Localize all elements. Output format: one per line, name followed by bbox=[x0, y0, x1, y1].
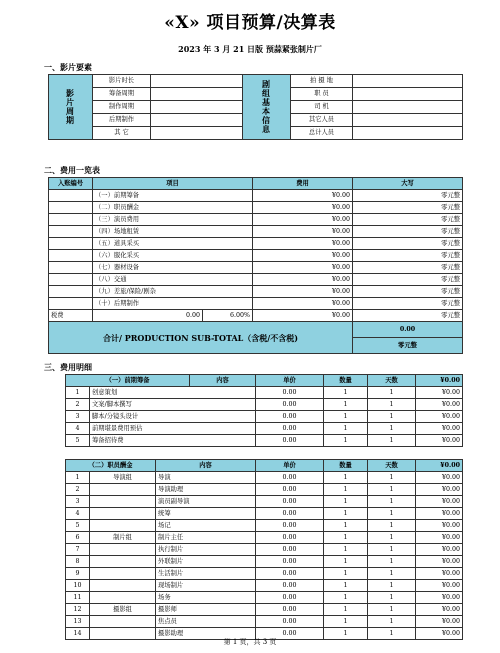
header-upper: 大写 bbox=[353, 178, 463, 190]
header-entry-no: 入账编号 bbox=[49, 178, 93, 190]
upper-cell: 零元整 bbox=[353, 202, 463, 214]
entry-no-cell bbox=[49, 202, 93, 214]
header-days: 天数 bbox=[368, 460, 416, 472]
item-cell: （六）服化采买 bbox=[93, 250, 253, 262]
qty-cell: 1 bbox=[324, 580, 368, 592]
upper-cell: 零元整 bbox=[353, 262, 463, 274]
crew-info-label-cell: 职 员 bbox=[291, 88, 353, 101]
group-cell bbox=[90, 568, 156, 580]
price-cell: 0.00 bbox=[256, 472, 324, 484]
table-row bbox=[66, 556, 463, 568]
row-number: 9 bbox=[66, 568, 90, 580]
price-cell: 0.00 bbox=[256, 520, 324, 532]
total-cell: ¥0.00 bbox=[416, 496, 463, 508]
item-cell: 脚本/分镜头设计 bbox=[90, 411, 256, 423]
row-number: 12 bbox=[66, 604, 90, 616]
upper-cell: 零元整 bbox=[353, 190, 463, 202]
price-cell: 0.00 bbox=[256, 532, 324, 544]
total-cell: ¥0.00 bbox=[416, 484, 463, 496]
entry-no-cell bbox=[49, 190, 93, 202]
upper-cell: 零元整 bbox=[353, 250, 463, 262]
entry-no-cell bbox=[49, 238, 93, 250]
table-row bbox=[66, 411, 463, 423]
days-cell: 1 bbox=[368, 423, 416, 435]
crew-info-value bbox=[353, 127, 463, 140]
row-number: 5 bbox=[66, 520, 90, 532]
group-cell bbox=[90, 592, 156, 604]
header-category: （一）前期筹备 bbox=[66, 375, 190, 387]
crew-info-label-cell: 司 机 bbox=[291, 101, 353, 114]
film-period-label: 影片周期 bbox=[49, 75, 93, 140]
price-cell: 0.00 bbox=[256, 568, 324, 580]
days-cell: 1 bbox=[368, 508, 416, 520]
table-row bbox=[49, 262, 463, 274]
days-cell: 1 bbox=[368, 399, 416, 411]
item-cell: （七）器材设备 bbox=[93, 262, 253, 274]
table-row bbox=[49, 190, 463, 202]
group-cell bbox=[90, 544, 156, 556]
row-number: 14 bbox=[66, 628, 90, 640]
entry-no-cell bbox=[49, 226, 93, 238]
header-price: 单价 bbox=[256, 375, 324, 387]
price-cell: 0.00 bbox=[256, 508, 324, 520]
table-row bbox=[66, 387, 463, 399]
entry-no-cell bbox=[49, 214, 93, 226]
item-cell: 摄影师 bbox=[156, 604, 256, 616]
table-row bbox=[49, 274, 463, 286]
total-cell: ¥0.00 bbox=[416, 520, 463, 532]
film-element-value bbox=[151, 127, 243, 140]
film-element-value bbox=[151, 114, 243, 127]
group-cell: 摄影组 bbox=[90, 604, 156, 616]
staff-detail-table bbox=[65, 459, 463, 640]
table-row bbox=[66, 616, 463, 628]
price-cell: 0.00 bbox=[256, 423, 324, 435]
row-number: 7 bbox=[66, 544, 90, 556]
qty-cell: 1 bbox=[324, 520, 368, 532]
total-cell: ¥0.00 bbox=[416, 604, 463, 616]
film-element-label: 其 它 bbox=[93, 127, 151, 140]
total-upper: 零元整 bbox=[353, 338, 463, 354]
table-row bbox=[66, 520, 463, 532]
item-cell: （八）交通 bbox=[93, 274, 253, 286]
days-cell: 1 bbox=[368, 532, 416, 544]
item-cell: 创意策划 bbox=[90, 387, 256, 399]
film-element-value bbox=[151, 88, 243, 101]
table-row bbox=[66, 399, 463, 411]
table-row bbox=[66, 580, 463, 592]
price-cell: 0.00 bbox=[256, 484, 324, 496]
tax-row bbox=[49, 310, 463, 322]
days-cell: 1 bbox=[368, 411, 416, 423]
crew-info-value bbox=[353, 75, 463, 88]
cost-cell: ¥0.00 bbox=[253, 202, 353, 214]
film-element-label: 筹备周期 bbox=[93, 88, 151, 101]
qty-cell: 1 bbox=[324, 532, 368, 544]
price-cell: 0.00 bbox=[256, 616, 324, 628]
qty-cell: 1 bbox=[324, 484, 368, 496]
item-cell: 演员副导演 bbox=[156, 496, 256, 508]
item-cell: 焦点员 bbox=[156, 616, 256, 628]
table-row bbox=[49, 226, 463, 238]
group-cell bbox=[90, 484, 156, 496]
group-cell: 导演组 bbox=[90, 472, 156, 484]
header-subtotal: ¥0.00 bbox=[416, 460, 463, 472]
total-cell: ¥0.00 bbox=[416, 387, 463, 399]
group-cell bbox=[90, 508, 156, 520]
cost-cell: ¥0.00 bbox=[253, 214, 353, 226]
crew-info-value bbox=[353, 101, 463, 114]
total-row bbox=[49, 322, 463, 338]
entry-no-cell bbox=[49, 262, 93, 274]
tax-upper: 零元整 bbox=[353, 310, 463, 322]
item-cell: 现场制片 bbox=[156, 580, 256, 592]
group-cell bbox=[90, 616, 156, 628]
cost-overview-table bbox=[48, 177, 463, 354]
qty-cell: 1 bbox=[324, 508, 368, 520]
tax-rate: 6.00% bbox=[203, 310, 253, 322]
header-qty: 数量 bbox=[324, 375, 368, 387]
table-row bbox=[49, 298, 463, 310]
table-row bbox=[66, 568, 463, 580]
group-cell: 制片组 bbox=[90, 532, 156, 544]
total-cell: ¥0.00 bbox=[416, 544, 463, 556]
item-cell: 执行制片 bbox=[156, 544, 256, 556]
header-days: 天数 bbox=[368, 375, 416, 387]
price-cell: 0.00 bbox=[256, 592, 324, 604]
table-row bbox=[49, 250, 463, 262]
table-row bbox=[49, 286, 463, 298]
price-cell: 0.00 bbox=[256, 399, 324, 411]
price-cell: 0.00 bbox=[256, 628, 324, 640]
film-element-label: 制作周期 bbox=[93, 101, 151, 114]
row-number: 3 bbox=[66, 496, 90, 508]
days-cell: 1 bbox=[368, 568, 416, 580]
total-cell: ¥0.00 bbox=[416, 580, 463, 592]
price-cell: 0.00 bbox=[256, 556, 324, 568]
group-cell bbox=[90, 556, 156, 568]
header-content: 内容 bbox=[156, 460, 256, 472]
tax-cost: ¥0.00 bbox=[253, 310, 353, 322]
days-cell: 1 bbox=[368, 435, 416, 447]
section-heading-cost-details: 三、费用明细 bbox=[44, 363, 92, 372]
crew-info-value bbox=[353, 114, 463, 127]
total-cell: ¥0.00 bbox=[416, 435, 463, 447]
tax-value: 0.00 bbox=[93, 310, 203, 322]
days-cell: 1 bbox=[368, 387, 416, 399]
item-cell: 筹备招待费 bbox=[90, 435, 256, 447]
row-number: 11 bbox=[66, 592, 90, 604]
table-row bbox=[66, 604, 463, 616]
page-footer: 第 1 页，共 3 页 bbox=[223, 638, 277, 646]
cost-cell: ¥0.00 bbox=[253, 274, 353, 286]
film-element-label: 影片时长 bbox=[93, 75, 151, 88]
total-cell: ¥0.00 bbox=[416, 508, 463, 520]
item-cell: （四）场地租赁 bbox=[93, 226, 253, 238]
crew-info-label-cell: 拍 摄 地 bbox=[291, 75, 353, 88]
days-cell: 1 bbox=[368, 556, 416, 568]
film-element-row bbox=[49, 75, 463, 88]
cost-cell: ¥0.00 bbox=[253, 262, 353, 274]
total-cell: ¥0.00 bbox=[416, 616, 463, 628]
row-number: 4 bbox=[66, 423, 90, 435]
table-row bbox=[66, 592, 463, 604]
item-cell: （三）演员费用 bbox=[93, 214, 253, 226]
table-row bbox=[66, 435, 463, 447]
header-content: 内容 bbox=[190, 375, 256, 387]
total-value: 0.00 bbox=[353, 322, 463, 338]
total-cell: ¥0.00 bbox=[416, 628, 463, 640]
qty-cell: 1 bbox=[324, 496, 368, 508]
item-cell: 前期堪景费用预估 bbox=[90, 423, 256, 435]
table-header-row bbox=[66, 460, 463, 472]
cost-cell: ¥0.00 bbox=[253, 190, 353, 202]
prep-detail-table bbox=[65, 374, 463, 447]
table-header-row bbox=[49, 178, 463, 190]
upper-cell: 零元整 bbox=[353, 286, 463, 298]
item-cell: （五）道具采买 bbox=[93, 238, 253, 250]
qty-cell: 1 bbox=[324, 616, 368, 628]
section-heading-film-elements: 一、影片要素 bbox=[44, 63, 92, 72]
days-cell: 1 bbox=[368, 580, 416, 592]
days-cell: 1 bbox=[368, 604, 416, 616]
days-cell: 1 bbox=[368, 472, 416, 484]
item-cell: 摄影助理 bbox=[156, 628, 256, 640]
film-element-label: 后期制作 bbox=[93, 114, 151, 127]
qty-cell: 1 bbox=[324, 472, 368, 484]
qty-cell: 1 bbox=[324, 423, 368, 435]
row-number: 1 bbox=[66, 387, 90, 399]
qty-cell: 1 bbox=[324, 435, 368, 447]
cost-cell: ¥0.00 bbox=[253, 250, 353, 262]
header-cost: 费用 bbox=[253, 178, 353, 190]
total-cell: ¥0.00 bbox=[416, 399, 463, 411]
row-number: 2 bbox=[66, 484, 90, 496]
film-element-value bbox=[151, 75, 243, 88]
upper-cell: 零元整 bbox=[353, 226, 463, 238]
item-cell: 文案/脚本撰写 bbox=[90, 399, 256, 411]
upper-cell: 零元整 bbox=[353, 298, 463, 310]
row-number: 2 bbox=[66, 399, 90, 411]
qty-cell: 1 bbox=[324, 604, 368, 616]
total-cell: ¥0.00 bbox=[416, 568, 463, 580]
row-number: 4 bbox=[66, 508, 90, 520]
crew-info-label: 剧组基本信息 bbox=[243, 75, 291, 140]
table-row bbox=[66, 484, 463, 496]
total-cell: ¥0.00 bbox=[416, 411, 463, 423]
item-cell: 外联制片 bbox=[156, 556, 256, 568]
entry-no-cell bbox=[49, 250, 93, 262]
row-number: 3 bbox=[66, 411, 90, 423]
header-subtotal: ¥0.00 bbox=[416, 375, 463, 387]
page-title: «X» 项目预算/决算表 bbox=[164, 13, 336, 33]
item-cell: 统筹 bbox=[156, 508, 256, 520]
row-number: 1 bbox=[66, 472, 90, 484]
upper-cell: 零元整 bbox=[353, 274, 463, 286]
entry-no-cell bbox=[49, 298, 93, 310]
crew-info-label-cell: 其它人员 bbox=[291, 114, 353, 127]
table-row bbox=[49, 238, 463, 250]
price-cell: 0.00 bbox=[256, 435, 324, 447]
price-cell: 0.00 bbox=[256, 496, 324, 508]
item-cell: 制片主任 bbox=[156, 532, 256, 544]
row-number: 10 bbox=[66, 580, 90, 592]
cost-cell: ¥0.00 bbox=[253, 286, 353, 298]
qty-cell: 1 bbox=[324, 592, 368, 604]
group-cell bbox=[90, 496, 156, 508]
row-number: 13 bbox=[66, 616, 90, 628]
table-header-row bbox=[66, 375, 463, 387]
days-cell: 1 bbox=[368, 616, 416, 628]
film-element-value bbox=[151, 101, 243, 114]
qty-cell: 1 bbox=[324, 387, 368, 399]
row-number: 5 bbox=[66, 435, 90, 447]
price-cell: 0.00 bbox=[256, 580, 324, 592]
header-item: 项目 bbox=[93, 178, 253, 190]
total-cell: ¥0.00 bbox=[416, 532, 463, 544]
total-cell: ¥0.00 bbox=[416, 592, 463, 604]
entry-no-cell bbox=[49, 274, 93, 286]
upper-cell: 零元整 bbox=[353, 238, 463, 250]
price-cell: 0.00 bbox=[256, 544, 324, 556]
price-cell: 0.00 bbox=[256, 411, 324, 423]
item-cell: （二）职员酬金 bbox=[93, 202, 253, 214]
header-category: （二）职员酬金 bbox=[66, 460, 156, 472]
film-elements-table bbox=[48, 74, 463, 140]
item-cell: 导演 bbox=[156, 472, 256, 484]
days-cell: 1 bbox=[368, 520, 416, 532]
days-cell: 1 bbox=[368, 544, 416, 556]
table-row bbox=[66, 423, 463, 435]
item-cell: （十）后期制作 bbox=[93, 298, 253, 310]
section-heading-cost-overview: 二、费用一览表 bbox=[44, 166, 100, 175]
cost-cell: ¥0.00 bbox=[253, 238, 353, 250]
price-cell: 0.00 bbox=[256, 604, 324, 616]
header-qty: 数量 bbox=[324, 460, 368, 472]
cost-cell: ¥0.00 bbox=[253, 226, 353, 238]
table-row bbox=[66, 532, 463, 544]
row-number: 8 bbox=[66, 556, 90, 568]
tax-label: 税费 bbox=[49, 310, 93, 322]
item-cell: 场记 bbox=[156, 520, 256, 532]
entry-no-cell bbox=[49, 286, 93, 298]
table-row bbox=[66, 496, 463, 508]
header-price: 单价 bbox=[256, 460, 324, 472]
table-row bbox=[66, 508, 463, 520]
item-cell: 导演助理 bbox=[156, 484, 256, 496]
crew-info-value bbox=[353, 88, 463, 101]
item-cell: （一）前期筹备 bbox=[93, 190, 253, 202]
days-cell: 1 bbox=[368, 484, 416, 496]
days-cell: 1 bbox=[368, 496, 416, 508]
qty-cell: 1 bbox=[324, 556, 368, 568]
qty-cell: 1 bbox=[324, 568, 368, 580]
item-cell: （九）差旅/保险/剧杂 bbox=[93, 286, 253, 298]
page-subtitle: 2023 年 3 月 21 日版 预蒜紧张制片厂 bbox=[178, 44, 322, 54]
qty-cell: 1 bbox=[324, 628, 368, 640]
total-cell: ¥0.00 bbox=[416, 472, 463, 484]
days-cell: 1 bbox=[368, 592, 416, 604]
item-cell: 场务 bbox=[156, 592, 256, 604]
table-row bbox=[49, 202, 463, 214]
item-cell: 生活制片 bbox=[156, 568, 256, 580]
qty-cell: 1 bbox=[324, 399, 368, 411]
qty-cell: 1 bbox=[324, 544, 368, 556]
total-cell: ¥0.00 bbox=[416, 423, 463, 435]
table-row bbox=[49, 214, 463, 226]
table-row bbox=[66, 472, 463, 484]
cost-cell: ¥0.00 bbox=[253, 298, 353, 310]
total-label: 合计/ PRODUCTION SUB-TOTAL（含税/不含税) bbox=[49, 322, 353, 354]
qty-cell: 1 bbox=[324, 411, 368, 423]
crew-info-label-cell: 总计人员 bbox=[291, 127, 353, 140]
group-cell bbox=[90, 580, 156, 592]
group-cell bbox=[90, 520, 156, 532]
price-cell: 0.00 bbox=[256, 387, 324, 399]
days-cell: 1 bbox=[368, 628, 416, 640]
upper-cell: 零元整 bbox=[353, 214, 463, 226]
row-number: 6 bbox=[66, 532, 90, 544]
table-row bbox=[66, 544, 463, 556]
total-cell: ¥0.00 bbox=[416, 556, 463, 568]
